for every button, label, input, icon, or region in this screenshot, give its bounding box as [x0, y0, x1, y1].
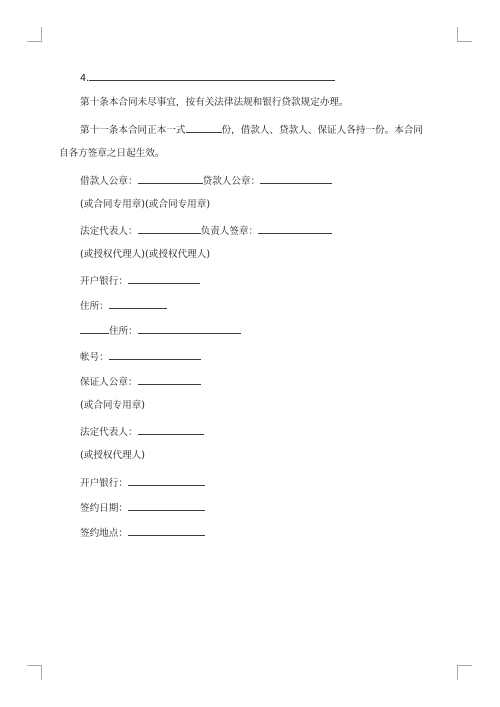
guarantor-seal-blank	[138, 374, 201, 385]
article-11-text-a: 第十一条本合同正本一式	[80, 125, 186, 136]
contract-seal: (或合同专用章)	[80, 400, 146, 411]
legal-rep-line	[80, 223, 332, 239]
crop-mark-top-right	[457, 27, 472, 42]
agent-pair: (或授权代理人)(或授权代理人)	[80, 249, 211, 260]
lender-seal-label: 贷款人公章：	[202, 176, 261, 187]
bank-line-2	[80, 475, 205, 491]
sign-date-blank	[128, 500, 205, 511]
article-11-line2: 自各方签章之日起生效。	[59, 148, 165, 159]
guarantor-seal-line	[80, 374, 201, 390]
address-label-1: 住所：	[80, 301, 109, 312]
manager-sign-label: 负责人签章：	[200, 226, 259, 237]
lender-seal-blank	[260, 173, 332, 184]
bank-blank-2	[128, 475, 205, 486]
address-label-2: 住所：	[109, 326, 138, 337]
account-label: 帐号：	[80, 352, 109, 363]
address-line-1	[80, 298, 167, 314]
bank-label-2: 开户银行：	[80, 478, 128, 489]
agent-single: (或授权代理人)	[80, 450, 146, 461]
copies-blank	[186, 122, 222, 133]
article-11-text-b: 份，借款人、贷款人、保证人各持一份。本合同	[221, 125, 423, 136]
article-10: 第十条本合同未尽事宜，按有关法律法规和银行贷款规定办理。	[80, 97, 349, 108]
address-prefix-blank	[80, 323, 109, 334]
legal-rep-line-2	[80, 424, 204, 440]
manager-sign-blank	[258, 223, 332, 234]
bank-label-1: 开户银行：	[80, 276, 128, 287]
item-4-line	[80, 70, 335, 86]
seal-line	[80, 173, 332, 189]
borrower-seal-label: 借款人公章：	[80, 176, 138, 187]
crop-mark-top-left	[27, 27, 42, 42]
address-blank-2	[138, 323, 241, 334]
article-11-line1	[80, 122, 423, 138]
account-blank	[109, 349, 201, 360]
sign-date-line	[80, 500, 205, 516]
crop-mark-bottom-right	[457, 665, 472, 680]
legal-rep-label-2: 法定代表人：	[80, 427, 138, 438]
account-line	[80, 349, 201, 365]
borrower-seal-blank	[138, 173, 203, 184]
bank-blank-1	[128, 273, 200, 284]
sign-place-label: 签约地点：	[80, 528, 128, 539]
address-line-2	[80, 323, 241, 339]
contract-seal-pair: (或合同专用章)(或合同专用章)	[80, 199, 211, 210]
legal-rep-blank	[138, 223, 201, 234]
legal-rep-blank-2	[138, 424, 204, 435]
sign-date-label: 签约日期：	[80, 503, 128, 514]
guarantor-seal-label: 保证人公章：	[80, 377, 138, 388]
bank-line-1	[80, 273, 200, 289]
address-blank-1	[109, 298, 167, 309]
sign-place-blank	[128, 525, 205, 536]
crop-mark-bottom-left	[27, 665, 42, 680]
item-4-blank	[89, 70, 335, 81]
item-4-label: 4.	[80, 73, 90, 84]
sign-place-line	[80, 525, 205, 541]
legal-rep-label: 法定代表人：	[80, 226, 138, 237]
